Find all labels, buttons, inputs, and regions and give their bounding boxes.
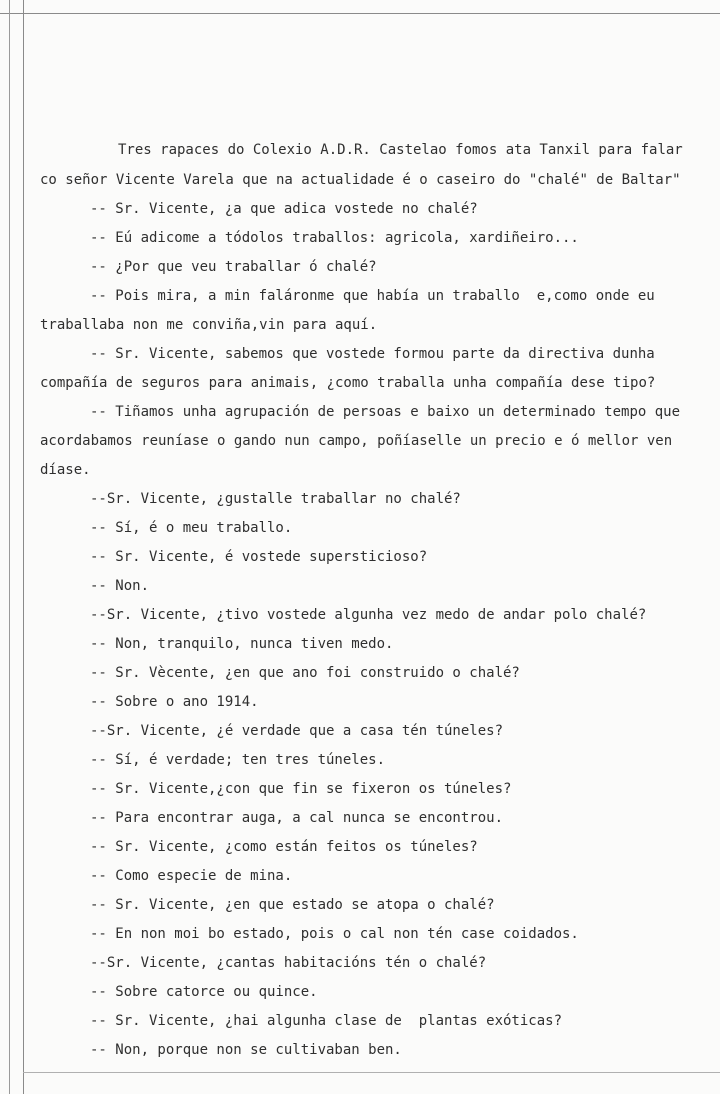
text-line: -- Eú adicome a tódolos traballos: agricola, xardiñeiro... — [90, 230, 579, 246]
text-line: -- Sr. Vicente, ¿hai algunha clase de plantas exóticas? — [90, 1013, 563, 1029]
text-line: -- Sobre o ano 1914. — [90, 694, 259, 710]
text-line: -- Sr. Vicente, sabemos que vostede formou parte da directiva dunha — [90, 346, 655, 362]
text-line: --Sr. Vicente, ¿é verdade que a casa tén túneles? — [90, 723, 504, 739]
text-line: -- Sr. Vicente, é vostede supersticioso? — [90, 549, 428, 565]
text-line: -- Sr. Vicente,¿con que fin se fixeron os túneles? — [90, 781, 512, 797]
text-line: -- En non moi bo estado, pois o cal non tén case coidados. — [90, 926, 579, 942]
text-line: díase. — [40, 462, 91, 478]
left-margin-line-outer — [9, 0, 10, 1094]
text-line: Tres rapaces do Colexio A.D.R. Castelao fomos ata Tanxil para falar — [118, 142, 683, 158]
text-line: -- Pois mira, a min faláronme que había un traballo e,como onde eu — [90, 288, 655, 304]
text-line: -- Sr. Vicente, ¿a que adica vostede no chalé? — [90, 201, 478, 217]
text-line: -- Non, tranquilo, nunca tiven medo. — [90, 636, 394, 652]
text-line: -- Sobre catorce ou quince. — [90, 984, 318, 1000]
text-line: -- Non, porque non se cultivaban ben. — [90, 1042, 402, 1058]
text-line: acordabamos reuníase o gando nun campo, poñíaselle un precio e ó mellor ven — [40, 433, 673, 449]
bottom-border-line — [23, 1072, 720, 1073]
text-line: -- Non. — [90, 578, 150, 594]
text-line: -- Sí, é verdade; ten tres túneles. — [90, 752, 386, 768]
text-line: -- Tiñamos unha agrupación de persoas e baixo un determinado tempo que — [90, 404, 681, 420]
text-line: co señor Vicente Varela que na actualidade é o caseiro do "chalé" de Baltar" — [40, 172, 681, 188]
text-line: compañía de seguros para animais, ¿como traballa unha compañía dese tipo? — [40, 375, 656, 391]
left-margin-line-inner — [23, 0, 24, 1094]
text-line: --Sr. Vicente, ¿tivo vostede algunha vez medo de andar polo chalé? — [90, 607, 647, 623]
text-line: -- Sí, é o meu traballo. — [90, 520, 293, 536]
text-line: -- Como especie de mina. — [90, 868, 293, 884]
text-line: traballaba non me conviña,vin para aquí. — [40, 317, 378, 333]
text-line: -- Para encontrar auga, a cal nunca se encontrou. — [90, 810, 504, 826]
text-line: -- ¿Por que veu traballar ó chalé? — [90, 259, 377, 275]
text-line: --Sr. Vicente, ¿cantas habitacións tén o chalé? — [90, 955, 487, 971]
text-line: -- Sr. Vècente, ¿en que ano foi construido o chalé? — [90, 665, 520, 681]
top-border-line — [0, 13, 720, 14]
text-line: --Sr. Vicente, ¿gustalle traballar no chalé? — [90, 491, 461, 507]
text-line: -- Sr. Vicente, ¿en que estado se atopa o chalé? — [90, 897, 495, 913]
text-line: -- Sr. Vicente, ¿como están feitos os túneles? — [90, 839, 478, 855]
